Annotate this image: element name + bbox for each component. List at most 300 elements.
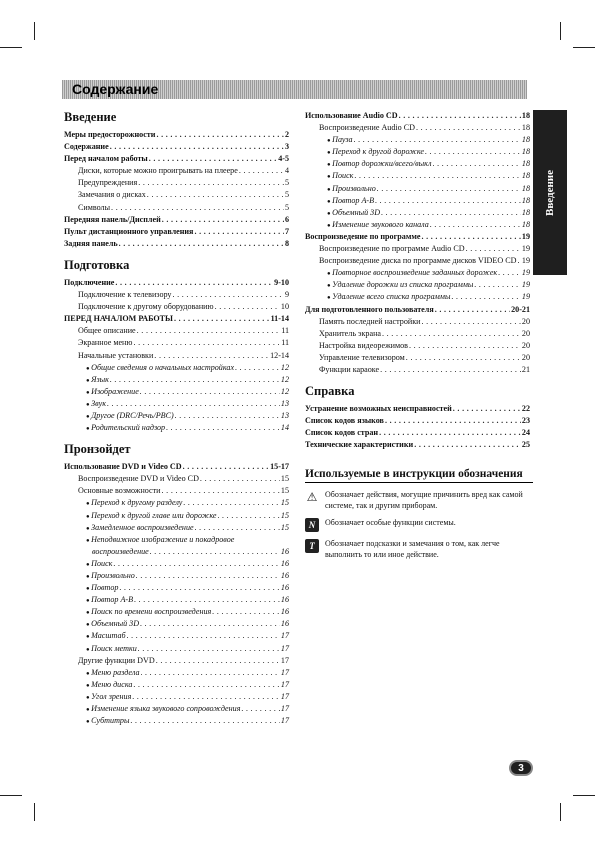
toc-entry: [64, 189, 289, 201]
note-icon: N: [305, 518, 319, 532]
notation-list: [305, 489, 533, 560]
toc-entry-page: 17: [280, 691, 289, 701]
toc-leader-dots: [174, 313, 270, 325]
toc-entry: [64, 655, 289, 667]
toc-entry-page: 16: [280, 619, 289, 629]
toc-entry-page: 17: [280, 679, 289, 689]
toc-leader-dots: [414, 439, 521, 451]
toc-leader-dots: [149, 153, 277, 165]
toc-leader-dots: [138, 177, 284, 189]
toc-entry-page: 19: [521, 231, 530, 241]
toc-entry: [64, 177, 289, 189]
toc-leader-dots: [433, 158, 521, 170]
section-title: Подготовка: [64, 257, 130, 272]
toc-leader-dots: [517, 255, 520, 267]
toc-entry-page: 15: [280, 510, 289, 520]
toc-entry-page: 9-10: [274, 277, 289, 287]
toc-entry-label: ● Объемный 3D: [86, 618, 139, 631]
toc-entry-label: ● Изображение: [86, 386, 139, 399]
toc-leader-dots: [409, 340, 521, 352]
toc-entry-page: 13: [280, 398, 289, 408]
toc-entry-label: Использование DVD и Video CD: [64, 462, 182, 472]
toc-entry: [64, 362, 289, 374]
toc-leader-dots: [399, 110, 521, 122]
notation-item: [305, 517, 533, 532]
tip-icon: T: [305, 539, 319, 553]
toc-entry-page: 17: [280, 643, 289, 653]
toc-leader-dots: [147, 189, 284, 201]
toc-leader-dots: [195, 522, 280, 534]
toc-entry-label: Подключение к телевизору: [78, 290, 172, 300]
toc-entry-label: Начальные установки: [78, 350, 154, 360]
toc-entry-page: 12: [280, 386, 289, 396]
toc-entry: [305, 340, 530, 352]
toc-entry-page: 16: [280, 607, 289, 617]
toc-entry-label: ● Меню диска: [86, 679, 132, 692]
toc-leader-dots: [421, 316, 520, 328]
toc-leader-dots: [200, 473, 280, 485]
toc-entry: [64, 410, 289, 422]
notation-text: Обозначает подсказки и замечания о том, как легче выполнить то или иное действие.: [325, 539, 500, 559]
toc-entry: [64, 630, 289, 642]
crop-mark: [34, 22, 35, 40]
toc-entry-label: ● Поиск: [86, 558, 112, 571]
toc-entry-page: 18: [521, 123, 530, 133]
toc-leader-dots: [377, 183, 521, 195]
toc-entry-label: Использование Audio CD: [305, 111, 398, 120]
toc-entry: [64, 398, 289, 410]
toc-leader-dots: [498, 267, 521, 279]
toc-leader-dots: [435, 304, 510, 316]
toc-entry-label: Другие функции DVD: [78, 655, 155, 665]
toc-entry-label: ● Поиск по времени воспроизведения: [86, 606, 211, 619]
toc-entry-page: 19: [521, 292, 530, 302]
toc-entry: [64, 497, 289, 509]
toc-leader-dots: [110, 374, 280, 386]
toc-entry-label: Меры предосторожности: [64, 130, 156, 139]
toc-leader-dots: [241, 703, 279, 715]
toc-entry-label: ● Повтор A-B: [86, 594, 133, 607]
toc-entry: [64, 386, 289, 398]
toc-leader-dots: [156, 129, 284, 141]
toc-entry-page: 16: [280, 571, 289, 580]
toc-entry-page: 17: [280, 655, 289, 665]
toc-entry-page: 18: [521, 171, 530, 181]
toc-leader-dots: [380, 364, 521, 376]
toc-entry-page: 7: [284, 226, 289, 236]
toc-entry-label: Воспроизведение Audio CD: [319, 123, 415, 133]
toc-entry-label: ● Переход к другой дорожке: [327, 146, 424, 159]
toc-entry: [64, 422, 289, 434]
toc-entry: [64, 165, 289, 177]
toc-entry: [64, 350, 289, 362]
toc-leader-dots: [218, 510, 280, 522]
toc-leader-dots: [140, 386, 280, 398]
toc-entry-label: ● Угол зрения: [86, 691, 131, 704]
toc-entry: [64, 141, 289, 153]
toc-entry-page: 10: [280, 302, 289, 312]
page-title: Содержание: [72, 81, 159, 97]
toc-entry-page: 22: [521, 404, 530, 414]
crop-mark: [0, 795, 22, 796]
toc-entry-page: 20-21: [511, 304, 530, 314]
toc-entry-page: 11: [281, 338, 289, 348]
toc-entry-page: 4-5: [278, 154, 289, 164]
toc-entry-label: ● Поиск метки: [86, 643, 137, 656]
toc-entry-label: Передняя панель/Дисплей: [64, 214, 161, 224]
toc-entry-label: Воспроизведение по программе Audio CD: [319, 244, 465, 254]
section-title: Пронзойдет: [64, 442, 131, 457]
warning-icon: ⚠: [306, 489, 318, 504]
toc-entry: [64, 703, 289, 715]
toc-leader-dots: [183, 497, 280, 509]
toc-leader-dots: [138, 643, 280, 655]
toc-leader-dots: [381, 207, 521, 219]
toc-leader-dots: [430, 219, 521, 231]
toc-entry: [64, 522, 289, 534]
toc-leader-dots: [175, 410, 280, 422]
toc-leader-dots: [136, 570, 280, 582]
header-bar: [62, 80, 527, 99]
toc-entry: [305, 110, 530, 122]
toc-entry-label: ● Объемный 3D: [327, 207, 380, 220]
toc-entry: [305, 122, 530, 134]
toc-entry-label: воспроизведение: [92, 546, 149, 556]
side-tab: [533, 110, 567, 275]
crop-mark: [573, 47, 595, 48]
toc-entry-page: 5: [284, 190, 289, 200]
toc-leader-dots: [466, 243, 521, 255]
toc-entry-page: 17: [280, 667, 289, 677]
toc-entry-label: Воспроизведение диска по программе дисков VIDEO CD: [319, 256, 517, 266]
toc-entry: [64, 129, 289, 141]
crop-mark: [560, 803, 561, 821]
toc-entry-label: Хранитель экрана: [319, 328, 381, 338]
toc-entry-label: ● Поиск: [327, 170, 353, 183]
toc-leader-dots: [354, 134, 521, 146]
toc-entry-page: 11: [281, 326, 289, 336]
toc-entry-page: 16: [280, 558, 289, 568]
toc-entry: [64, 226, 289, 238]
toc-entry: [305, 231, 530, 243]
toc-entry-page: 15: [280, 498, 289, 508]
toc-entry-page: 12-14: [270, 350, 289, 360]
toc-entry-page: 18: [521, 147, 530, 157]
toc-entry-label: Подключение: [64, 277, 115, 287]
toc-entry-page: 24: [521, 428, 530, 438]
toc-entry-label: Память последней настройки: [319, 316, 421, 326]
toc-entry-label: Функции караоке: [319, 364, 380, 374]
notation-item: [305, 489, 533, 511]
toc-entry: [64, 485, 289, 497]
toc-entry-label: Настройка видеорежимов: [319, 340, 408, 350]
toc-leader-dots: [425, 146, 521, 158]
toc-entry: [64, 473, 289, 485]
toc-entry: [64, 277, 289, 289]
toc-leader-dots: [453, 403, 521, 415]
toc-leader-dots: [474, 279, 521, 291]
toc-entry-label: ● Общие сведения о начальных настройках: [86, 362, 234, 375]
toc-entry: [305, 134, 530, 146]
toc-entry: [64, 301, 289, 313]
toc-entry: [305, 207, 530, 219]
toc-entry-label: ● Язык: [86, 374, 109, 387]
toc-entry-page: 5: [284, 202, 289, 212]
toc-leader-dots: [132, 691, 280, 703]
toc-entry-page: 17: [280, 716, 289, 726]
toc-entry-page: 21: [521, 364, 530, 374]
toc-entry-label: ● Родительский надзор: [86, 422, 165, 435]
toc-leader-dots: [385, 415, 521, 427]
toc-entry: [305, 255, 530, 267]
toc-entry-page: 18: [521, 183, 530, 193]
toc-entry-page: 17: [280, 631, 289, 641]
toc-entry-label: Общее описание: [78, 326, 136, 336]
toc-entry: [64, 153, 289, 165]
toc-entry-page: 23: [521, 416, 530, 426]
toc-entry-page: 20: [521, 328, 530, 338]
toc-entry-label: Основные возможности: [78, 486, 161, 496]
toc-entry-page: 15: [280, 486, 289, 496]
toc-leader-dots: [416, 122, 521, 134]
toc-leader-dots: [235, 362, 280, 374]
toc-entry: [64, 510, 289, 522]
toc-entry-label: ● Переход к другому разделу: [86, 497, 182, 510]
toc-entry-label: ● Изменение звукового канала: [327, 219, 429, 232]
toc-entry: [305, 219, 530, 231]
toc-entry-label: ● Замедленное воспроизведение: [86, 522, 194, 535]
toc-entry-page: 9: [284, 290, 289, 300]
toc-entry-page: 18: [521, 111, 530, 120]
toc-entry: [64, 313, 289, 325]
toc-entry: [64, 214, 289, 226]
toc-entry-page: 18: [521, 135, 530, 145]
toc-leader-dots: [113, 558, 279, 570]
toc-entry: [64, 618, 289, 630]
toc-entry-label: Список кодов стран: [305, 428, 379, 438]
toc-leader-dots: [133, 337, 280, 349]
notation-title: Используемые в инструкции обозначения: [305, 468, 533, 483]
page-number: 3: [509, 760, 533, 776]
notation-text: Обозначает особые функции системы.: [325, 518, 456, 527]
toc-entry: [305, 415, 530, 427]
toc-entry-page: 4: [284, 166, 289, 176]
notation-item: [305, 538, 533, 560]
toc-entry: [305, 364, 530, 376]
toc-entry-label: ● Произвольно: [86, 570, 135, 583]
toc-entry: [64, 374, 289, 386]
toc-entry-page: 16: [280, 546, 289, 556]
toc-entry: [64, 558, 289, 570]
toc-entry-page: 20: [521, 316, 530, 326]
toc-entry: [305, 291, 530, 303]
toc-entry-label: ● Удаление всего списка программы: [327, 291, 450, 304]
toc-entry-label: ПЕРЕД НАЧАЛОМ РАБОТЫ: [64, 314, 174, 324]
toc-leader-dots: [110, 141, 284, 153]
toc-entry: [64, 337, 289, 349]
toc-entry-page: 13: [280, 410, 289, 420]
toc-leader-dots: [354, 170, 520, 182]
toc-leader-dots: [212, 606, 280, 618]
toc-entry-page: 15: [280, 522, 289, 532]
toc-leader-dots: [172, 289, 283, 301]
toc-entry-label: ● Повтор A-B: [327, 195, 374, 208]
toc-entry-page: 11-14: [270, 314, 289, 324]
toc-entry: [305, 183, 530, 195]
crop-mark: [34, 803, 35, 821]
section-title: Введение: [64, 110, 117, 124]
toc-leader-dots: [382, 328, 521, 340]
toc-entry-page: 19: [521, 268, 530, 278]
toc-leader-dots: [133, 679, 279, 691]
toc-entry-page: 6: [284, 214, 289, 224]
toc-leader-dots: [379, 427, 521, 439]
toc-leader-dots: [154, 350, 269, 362]
toc-entry-label: Пульт дистанционного управления: [64, 226, 194, 236]
toc-entry-label: Воспроизведение по программе: [305, 231, 421, 241]
toc-entry-label: Диски, которые можно проигрывать на плеере: [78, 166, 238, 176]
toc-entry-page: 18: [521, 195, 530, 205]
toc-entry-label: ● Переход к другой главе или дорожке: [86, 510, 217, 523]
toc-leader-dots: [111, 202, 284, 214]
toc-entry-page: 3: [284, 142, 289, 152]
toc-leader-dots: [140, 618, 280, 630]
toc-entry-label: Управление телевизором: [319, 352, 405, 362]
toc-right-column: [305, 110, 530, 459]
toc-leader-dots: [162, 214, 284, 226]
toc-entry-label: Замечания о дисках: [78, 190, 146, 200]
toc-entry-page: 20: [521, 340, 530, 350]
toc-leader-dots: [421, 231, 520, 243]
toc-entry-page: 5: [284, 178, 289, 188]
toc-entry-page: 20: [521, 352, 530, 362]
toc-entry-label: Список кодов языков: [305, 416, 384, 426]
toc-entry-label: Экранное меню: [78, 338, 133, 348]
notation-section: [305, 468, 533, 560]
toc-entry-label: Символы: [78, 202, 111, 212]
toc-entry-label: Воспроизведение DVD и Video CD: [78, 474, 199, 484]
toc-leader-dots: [141, 667, 280, 679]
toc-entry: [305, 170, 530, 182]
toc-entry-label: ● Неподвижное изображение и покадровое: [86, 534, 234, 547]
toc-entry: [305, 328, 530, 340]
toc-leader-dots: [150, 546, 280, 558]
toc-entry: [64, 594, 289, 606]
toc-leader-dots: [115, 277, 273, 289]
toc-entry: [305, 279, 530, 291]
toc-entry-page: 8: [284, 238, 289, 248]
toc-leader-dots: [107, 398, 280, 410]
toc-entry-page: 14: [280, 423, 289, 433]
toc-entry-label: ● Повторное воспроизведение заданных дорожек: [327, 267, 497, 280]
toc-entry-label: ● Изменение языка звукового сопровождения: [86, 703, 240, 716]
toc-entry: [64, 238, 289, 250]
toc-entry: [64, 570, 289, 582]
crop-mark: [560, 22, 561, 40]
toc-entry: [305, 195, 530, 207]
toc-entry: [305, 439, 530, 451]
toc-entry-label: Задняя панель: [64, 238, 118, 248]
toc-entry: [64, 546, 289, 558]
toc-leader-dots: [166, 422, 280, 434]
toc-leader-dots: [119, 582, 279, 594]
toc-leader-dots: [451, 291, 520, 303]
toc-entry-label: ● Удаление дорожки из списка программы: [327, 279, 473, 292]
side-tab-label: Введение: [544, 169, 556, 216]
toc-entry-page: 15: [280, 474, 289, 484]
toc-entry-page: 18: [521, 159, 530, 169]
toc-entry-label: ● Повтор: [86, 582, 118, 595]
toc-entry-page: 19: [521, 244, 530, 254]
toc-entry: [64, 643, 289, 655]
toc-leader-dots: [119, 238, 284, 250]
toc-left-column: [64, 110, 289, 735]
toc-entry: [64, 691, 289, 703]
toc-entry-label: ● Пауза: [327, 134, 353, 147]
toc-leader-dots: [134, 594, 280, 606]
crop-mark: [0, 47, 22, 48]
toc-entry-label: Содержание: [64, 142, 109, 152]
toc-entry: [64, 667, 289, 679]
toc-entry-label: ● Звук: [86, 398, 106, 411]
toc-leader-dots: [130, 715, 279, 727]
toc-entry: [305, 158, 530, 170]
toc-entry-label: Для подготовленного пользователя: [305, 304, 434, 314]
toc-entry-label: ● Произвольно: [327, 183, 376, 196]
toc-entry: [64, 461, 289, 473]
toc-entry: [64, 715, 289, 727]
notation-text: Обозначает действия, могущие причинить вред как самой системе, так и другим приборам.: [325, 490, 523, 510]
toc-entry: [64, 582, 289, 594]
toc-entry-label: ● Меню раздела: [86, 667, 140, 680]
toc-leader-dots: [156, 655, 280, 667]
toc-leader-dots: [183, 461, 269, 473]
toc-entry: [64, 679, 289, 691]
toc-entry-page: 15-17: [270, 462, 289, 472]
toc-entry-label: ● Повтор дорожки/всего/выкл: [327, 158, 432, 171]
toc-entry: [305, 316, 530, 328]
toc-entry-page: 12: [280, 362, 289, 372]
toc-entry-page: 16: [280, 583, 289, 593]
toc-entry-page: 16: [280, 595, 289, 605]
toc-entry-label: ● Субтитры: [86, 715, 129, 728]
toc-entry-page: 18: [521, 207, 530, 217]
toc-entry-label: Технические характеристики: [305, 440, 414, 450]
toc-leader-dots: [127, 630, 280, 642]
toc-entry-label: Подключение к другому оборудованию: [78, 302, 214, 312]
toc-entry-label: ● Другое (DRC/Речь/PBC): [86, 410, 174, 423]
toc-entry-label: Предупреждения: [78, 178, 138, 188]
toc-entry: [305, 146, 530, 158]
toc-entry-page: 17: [280, 704, 289, 714]
toc-leader-dots: [406, 352, 521, 364]
toc-entry: [305, 243, 530, 255]
toc-entry-label: Перед началом работы: [64, 154, 148, 164]
toc-leader-dots: [375, 195, 521, 207]
toc-entry: [64, 606, 289, 618]
toc-leader-dots: [162, 485, 280, 497]
toc-entry: [305, 267, 530, 279]
toc-entry-label: Устранение возможных неисправностей: [305, 404, 452, 414]
toc-entry: [305, 427, 530, 439]
toc-entry-page: 12: [280, 374, 289, 384]
toc-entry: [305, 304, 530, 316]
toc-leader-dots: [194, 226, 284, 238]
section-title: Справка: [305, 384, 355, 399]
toc-leader-dots: [137, 325, 281, 337]
crop-mark: [573, 795, 595, 796]
toc-entry: [64, 325, 289, 337]
